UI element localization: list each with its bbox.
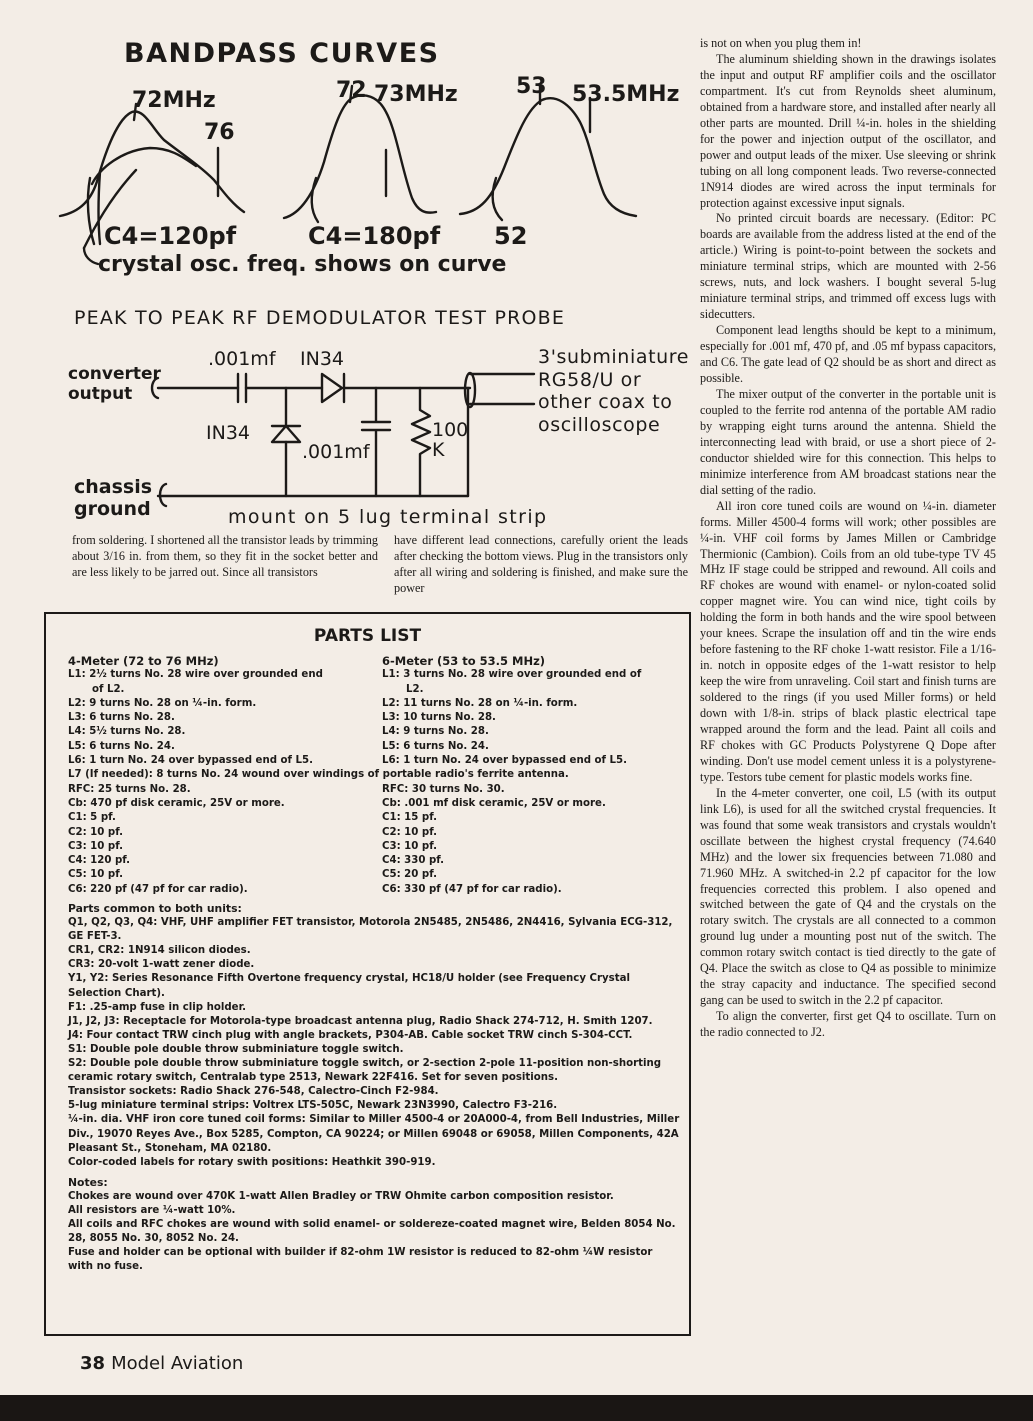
probe-coax-line4: oscilloscope xyxy=(538,413,661,436)
parts-list-box xyxy=(44,612,691,1336)
curve3-freq-left: 53 xyxy=(516,74,547,99)
parts-common-item: S2: Double pole double throw subminiature toggle switch, or 2-section 2-pole 11-position non-shorting ceramic rotary switch, Centralab type 2513, Newark 22F416. Set for seven positions. xyxy=(68,1058,662,1084)
probe-coax-line2: RG58/U or xyxy=(538,368,642,391)
probe-coax-end xyxy=(465,373,475,407)
magazine-name: Model Aviation xyxy=(111,1353,244,1374)
probe-chassis-line1: chassis xyxy=(74,476,153,498)
probe-diode1 xyxy=(322,374,344,402)
parts-4m-item: C3: 10 pf. xyxy=(68,840,123,852)
parts-common-section xyxy=(68,902,680,1274)
bandpass-curve-2 xyxy=(284,95,436,218)
parts-4m-item: of L2. xyxy=(92,683,125,695)
parts-6m-item: L2. xyxy=(406,683,424,695)
bandpass-title: BANDPASS CURVES xyxy=(124,38,440,69)
probe-mount-note: mount on 5 lug terminal strip xyxy=(228,506,548,528)
parts-note-item: All resistors are ¼-watt 10%. xyxy=(68,1204,236,1216)
probe-cap1-label: .001mf xyxy=(208,348,276,370)
article-paragraph: All iron core tuned coils are wound on ¼-in. diameter forms. Miller 4500-4 forms will work; other possibles are ¼-in. VHF coil forms by James Millen or Cambridge Thermionic (Cambion). Coils from an old tube-type TV 45 MHz IF stage could be stripped and rewound. All coils and RF chokes are wound with enamel- or nylon-coated solid copper magnet wire. You can wind nice, tight coils by holding the form in both hands and the wire spool between your knees. Scrape the insulation off and tin the wire ends before fastening to the RF choke 1-watt resistor. File a 1/16-in. notch in opposite edges of the 1-watt resistor to help keep the wire from unraveling. Coil start and finish turns are soldered to the rings (if you used Miller forms) or held down with 1/8-in. strips of black plastic electrical tape wrapped around the form and the lead. Paint all coils and RF chokes with GC Products Polystyrene Q Dope after winding. Don't use model cement unless it is a polystyrene-type. Testors tube cement for plastic models works fine. xyxy=(700,498,996,784)
parts-common-item: J4: Four contact TRW cinch plug with angle brackets, P304-AB. Cable socket TRW cinch S-304-CCT. xyxy=(68,1029,633,1041)
probe-resistor-unit: K xyxy=(432,439,445,461)
probe-diode1-label: IN34 xyxy=(300,348,344,370)
parts-note-item: Chokes are wound over 470K 1-watt Allen Bradley or TRW Ohmite carbon composition resistor. xyxy=(68,1190,614,1202)
probe-title: PEAK TO PEAK RF DEMODULATOR TEST PROBE xyxy=(74,307,566,329)
parts-4m-heading: 4-Meter (72 to 76 MHz) xyxy=(68,654,219,668)
curve2-capacitance: C4=180pf xyxy=(308,222,441,250)
parts-note-item: Fuse and holder can be optional with builder if 82-ohm 1W resistor is reduced to 82-ohm ¼W resistor with no fuse. xyxy=(68,1247,653,1273)
parts-common-item: Y1, Y2: Series Resonance Fifth Overtone frequency crystal, HC18/U holder (see Frequency Crystal Selection Chart). xyxy=(68,973,630,999)
page-number: 38 xyxy=(80,1353,106,1374)
parts-4m-item: C1: 5 pf. xyxy=(68,812,116,824)
parts-6m-item: C3: 10 pf. xyxy=(382,840,437,852)
parts-list-title: PARTS LIST xyxy=(313,626,422,646)
curve1-freq-right: 76 xyxy=(204,120,235,145)
probe-converter-output-label xyxy=(68,364,161,404)
parts-4m-item: C5: 10 pf. xyxy=(68,869,123,881)
parts-6meter-column xyxy=(382,654,641,897)
probe-chassis-line2: ground xyxy=(74,498,151,520)
parts-6m-item: L2: 11 turns No. 28 on ¼-in. form. xyxy=(382,697,578,709)
parts-4m-item: L2: 9 turns No. 28 on ¼-in. form. xyxy=(68,697,257,709)
article-paragraph: The aluminum shielding shown in the drawings isolates the input and output RF amplifier coils and the oscillator compartment. It's cut from Reynolds sheet aluminum, obtained from a hardware store, and installed after nearly all other parts are mounted. Drill ¼-in. holes in the shielding for the power and injection output of the oscillator, and power and output leads of the mixer. Use sleeving or shrink tubing on all long component leads. Two reverse-connected 1N914 diodes are wired across the input terminals for protection against excessive input signals. xyxy=(700,51,996,210)
parts-common-item: CR3: 20-volt 1-watt zener diode. xyxy=(68,959,255,971)
parts-4m-item: C4: 120 pf. xyxy=(68,855,131,867)
parts-4m-item: C2: 10 pf. xyxy=(68,826,123,838)
probe-resistor-label xyxy=(432,420,468,460)
curve3-bottom-label: 52 xyxy=(494,222,528,250)
parts-4m-item: L1: 2½ turns No. 28 wire over grounded end xyxy=(68,669,323,681)
scan-bottom-edge xyxy=(0,1395,1033,1421)
article-paragraph: To align the converter, first get Q4 to oscillate. Turn on the radio connected to J2. xyxy=(700,1009,996,1040)
parts-6m-item: L1: 3 turns No. 28 wire over grounded end of xyxy=(382,669,642,681)
parts-6m-item: Cb: .001 mf disk ceramic, 25V or more. xyxy=(382,797,606,809)
parts-note-item: All coils and RFC chokes are wound with solid enamel- or soldereze-coated magnet wire, Belden 8054 No. 28, 8055 No. 30, 8052 No. 24. xyxy=(68,1219,676,1245)
parts-6m-item: C5: 20 pf. xyxy=(382,869,437,881)
mid-text-left-paragraph: from soldering. I shortened all the transistor leads by trimming about 3/16 in. from them, so they fit in the socket better and are less likely to be jarred out. Since all transistors xyxy=(72,533,378,579)
bandpass-caption: crystal osc. freq. shows on curve xyxy=(98,252,507,277)
probe-cap2-label: .001mf xyxy=(302,441,370,463)
parts-common-item: J1, J2, J3: Receptacle for Motorola-type broadcast antenna plug, Radio Shack 274-712, H. Smith 1207. xyxy=(68,1015,653,1027)
page-footer xyxy=(80,1353,243,1374)
article-paragraph: Component lead lengths should be kept to a minimum, especially for .001 mf, 470 pf, and .05 mf bypass capacitors, and C6. The gate lead of Q2 should be as short and direct as possible. xyxy=(700,323,996,386)
mid-text-right xyxy=(394,532,688,596)
parts-4m-item: L5: 6 turns No. 24. xyxy=(68,740,175,752)
article-paragraph: The mixer output of the converter in the portable unit is coupled to the ferrite rod antenna of the portable AM radio by wrapping eight turns around the antenna. Shield the interconnecting lead with braid, or use a short piece of 2-conductor shielded wire for this connection. This helps to minimize interference from AM broadcast stations near the dial setting of the radio. xyxy=(700,386,996,497)
parts-6m-item: C2: 10 pf. xyxy=(382,826,437,838)
parts-notes-heading: Notes: xyxy=(68,1175,108,1189)
mid-text-left xyxy=(72,532,378,580)
parts-6m-heading: 6-Meter (53 to 53.5 MHz) xyxy=(382,654,546,668)
parts-common-item: ¼-in. dia. VHF iron core tuned coil forms: Similar to Miller 4500-4 or 20A000-4, from Bell Industries, Miller Div., 19070 Reyes Ave., Box 5285, Compton, CA 90224; or Millen 69048 or 69058, Millen Components, 42A Pleasant St., Stoneham, MA 02180. xyxy=(68,1114,680,1154)
parts-6m-item: L3: 10 turns No. 28. xyxy=(382,712,496,724)
parts-4m-item: L3: 6 turns No. 28. xyxy=(68,712,175,724)
probe-coax-line3: other coax to xyxy=(538,391,673,413)
parts-6m-item: L5: 6 turns No. 24. xyxy=(382,740,489,752)
probe-resistor xyxy=(412,388,430,496)
curve2-freq-left: 72 xyxy=(336,78,367,103)
probe-coax-note xyxy=(538,346,689,436)
parts-6m-item: RFC: 30 turns No. 30. xyxy=(382,783,505,795)
article-paragraph: In the 4-meter converter, one coil, L5 (with its output link L6), is used for all the switched crystal frequencies. It was found that some weak transistors and crystals wouldn't oscillate between the highest crystal frequency (74.640 MHz) and the lower six frequencies between 71.080 and 71.960 MHz. A switched-in 2.2 pf capacitor for the low frequencies corrected this problem. I also opened and switched between the gate of Q4 and the crystals on the rotary switch. The crystals are all connected to a common ground lug under a mounting post nut of the switch. The common rotary switch contact is tied directly to the gate of Q4. Place the switch as close to Q4 as possible to minimize the stray capacity and inductance. The specified second gang can be used to switch in the 2.2 pf capacitor. xyxy=(700,785,996,1008)
curve2-freq-right: 73MHz xyxy=(374,82,458,107)
probe-converter-line2: output xyxy=(68,384,133,404)
parts-common-item: F1: .25-amp fuse in clip holder. xyxy=(68,1001,247,1013)
parts-common-item: S1: Double pole double throw subminiature toggle switch. xyxy=(68,1043,404,1055)
parts-common-item: 5-lug miniature terminal strips: Voltrex LTS-505C, Newark 23N3990, Calectro F3-216. xyxy=(68,1100,558,1112)
probe-converter-line1: converter xyxy=(68,364,161,384)
curve1-freq-left: 72MHz xyxy=(132,88,216,113)
parts-6m-item: C4: 330 pf. xyxy=(382,855,445,867)
mid-text-right-paragraph: have different lead connections, carefully orient the leads after checking the bottom views. Plug in the transistors only after all wiring and soldering is finished, and make sure the power xyxy=(394,533,688,595)
curve3-freq-right: 53.5MHz xyxy=(572,82,680,107)
probe-diode2 xyxy=(272,388,300,442)
parts-6m-item: L4: 9 turns No. 28. xyxy=(382,726,489,738)
probe-coax-line1: 3'subminiature xyxy=(538,346,690,368)
parts-common-item: Color-coded labels for rotary swith positions: Heathkit 390-919. xyxy=(68,1156,436,1168)
article-right-column xyxy=(700,36,996,1041)
article-paragraph: No printed circuit boards are necessary. (Editor: PC boards are available from the address listed at the end of the article.) Wiring is point-to-point between the sockets and miniature terminal strips, which are mounted with 2-56 screws, nuts, and lock washers. I bought several 5-lug miniature terminal strips, and trimmed off excess lugs with sidecutters. xyxy=(700,211,996,322)
probe-diode2-label: IN34 xyxy=(206,422,250,444)
parts-common-heading: Parts common to both units: xyxy=(68,902,242,915)
probe-chassis-ground-label xyxy=(74,476,152,520)
parts-common-item: Q1, Q2, Q3, Q4: VHF, UHF amplifier FET transistor, Motorola 2N5485, 2N5486, 2N4416, Sylvania ECG-312, GE FET-3. xyxy=(68,917,673,943)
curve1-capacitance: C4=120pf xyxy=(104,222,237,250)
parts-4m-item: L7 (If needed): 8 turns No. 24 wound over windings of portable radio's ferrite antenna. xyxy=(68,769,569,781)
parts-4m-item: L6: 1 turn No. 24 over bypassed end of L5. xyxy=(68,755,313,767)
parts-6m-item: C6: 330 pf (47 pf for car radio). xyxy=(382,883,562,895)
bandpass-curve-3 xyxy=(460,98,636,216)
parts-common-item: CR1, CR2: 1N914 silicon diodes. xyxy=(68,945,251,957)
probe-resistor-value: 100 xyxy=(432,419,469,441)
parts-4m-item: L4: 5½ turns No. 28. xyxy=(68,726,186,738)
parts-4m-item: Cb: 470 pf disk ceramic, 25V or more. xyxy=(68,797,285,809)
parts-4m-item: RFC: 25 turns No. 28. xyxy=(68,783,191,795)
parts-6m-item: C1: 15 pf. xyxy=(382,812,437,824)
parts-6m-item: L6: 1 turn No. 24 over bypassed end of L5. xyxy=(382,755,627,767)
parts-common-item: Transistor sockets: Radio Shack 276-548, Calectro-Cinch F2-984. xyxy=(68,1086,439,1098)
article-paragraph: is not on when you plug them in! xyxy=(700,36,862,50)
parts-4m-item: C6: 220 pf (47 pf for car radio). xyxy=(68,883,248,895)
